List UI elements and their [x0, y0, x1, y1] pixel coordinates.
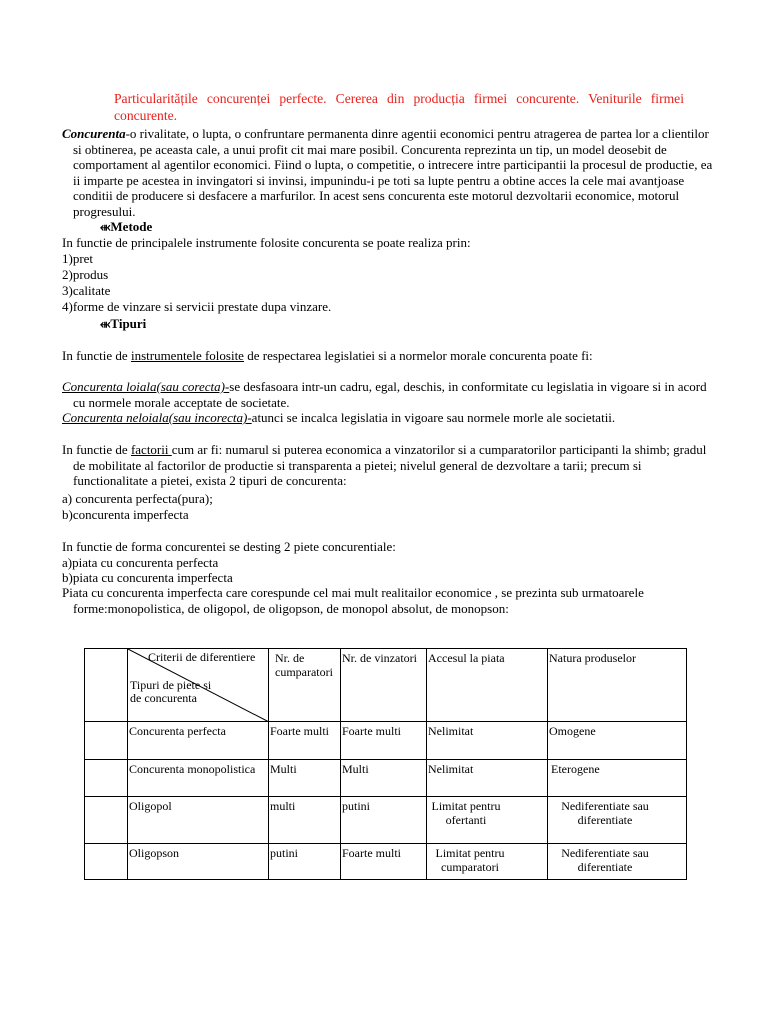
table-cell [85, 649, 128, 722]
forma-closing: Piata cu concurenta imperfecta care corespunde cel mai mult realitailor economice , se prezinta sub urmatoarele forme:monopolistica, de oligopol, de oligopson, de monopol absolut, de monopson: [62, 585, 644, 616]
table-cell: Nediferentiate sau diferentiate [548, 844, 687, 880]
table-corner-cell [128, 649, 269, 722]
intro-term: Concurenta [62, 126, 126, 141]
table-header: Natura produselor [548, 649, 687, 722]
metode-item: 2)produs [62, 267, 109, 282]
table-cell: putini [269, 844, 341, 880]
table-corner-top: Criterii de diferentiere [148, 650, 256, 664]
metode-item: 1)pret [62, 251, 94, 266]
concurenta-loiala: Concurenta loiala(sau corecta)-se desfasoara intr-un cadru, egal, deschis, in conformitate cu legislatia in vigoare si in acord cu normele morale acceptate de societate. [62, 379, 707, 410]
table-cell: Concurenta monopolistica [128, 760, 269, 797]
factori-item: a) concurenta perfecta(pura); [62, 491, 213, 506]
table-cell: Foarte multi [341, 722, 427, 760]
factori-item: b)concurenta imperfecta [62, 507, 189, 522]
tipuri-heading: ⬺Tipuri [100, 316, 147, 331]
intro-paragraph [62, 126, 713, 219]
forma-item: b)piata cu concurenta imperfecta [62, 570, 233, 585]
table-row [85, 844, 687, 880]
table-cell: Nelimitat [427, 760, 548, 797]
table-cell: Oligopson [128, 844, 269, 880]
table-row [85, 797, 687, 844]
table-cell: Foarte multi [341, 844, 427, 880]
table-cell: putini [341, 797, 427, 844]
table-cell: Foarte multi [269, 722, 341, 760]
arrow-left-icon: ⬺ [100, 219, 111, 234]
table-cell: Multi [269, 760, 341, 797]
factori-paragraph: In functie de factorii cum ar fi: numarul si puterea economica a vinzatorilor si a cumparatorilor participanti la shimb; gradul de mobilitate al factorilor de productie si transparenta a pietei; nivelul general de dezvoltare a tarii; precum si functionalitate a pietei, exista 2 tipuri de concurenta: [62, 442, 707, 488]
table-row [85, 760, 687, 797]
table-cell: Limitat pentru ofertanti [427, 797, 548, 844]
forma-item: a)piata cu concurenta perfecta [62, 555, 219, 570]
table-header-row [85, 649, 687, 722]
table-header: Nr. de cumparatori [269, 649, 341, 722]
table-cell: multi [269, 797, 341, 844]
table-cell: Omogene [548, 722, 687, 760]
table-header: Accesul la piata [427, 649, 548, 722]
table-cell: Oligopol [128, 797, 269, 844]
table-cell: Concurenta perfecta [128, 722, 269, 760]
table-row [85, 722, 687, 760]
table-header: Nr. de vinzatori [341, 649, 427, 722]
concurenta-neloiala: Concurenta neloiala(sau incorecta)-atunci se incalca legislatia in vigoare sau normele morle ale societatii. [62, 410, 616, 425]
arrow-left-icon: ⬺ [100, 316, 111, 331]
tipuri-lead: In functie de instrumentele folosite de respectarea legislatiei si a normelor morale concurenta poate fi: [62, 348, 593, 363]
table-cell: Nediferentiate sau diferentiate [548, 797, 687, 844]
metode-heading: ⬺Metode [100, 219, 153, 234]
table-cell: Multi [341, 760, 427, 797]
forma-lead: In functie de forma concurentei se desting 2 piete concurentiale: [62, 539, 396, 554]
intro-text: -o rivalitate, o lupta, o confruntare permanenta dinre agentii economici pentru atragerea de partea lor a clientilor si obtinerea, pe aceasta cale, a unui profit cit mai mare posibil. Concurenta reprezinta un tip, un model deosebit de comportament al agentilor economici. Fiind o lupta, o competitie, o intrecere intre participantii la procesul de productie, ea ii imparte pe acestea in invingatori si invinsi, impunindu-i pe toti sa lupte pentru a obtine acces la cele mai avantjoase conditii de producere si desfacere a marfurilor. In acest sens concurenta este motorul dezvoltarii economice, motorul progresului. [73, 126, 713, 219]
tipuri-link: instrumentele folosite [130, 348, 244, 363]
table-cell: Limitat pentru cumparatori [427, 844, 548, 880]
table-cell: Eterogene [548, 760, 687, 797]
market-types-table [84, 648, 687, 880]
metode-lead: In functie de principalele instrumente folosite concurenta se poate realiza prin: [62, 235, 471, 250]
table-corner-bottom: Tipuri de piete si de concurenta [130, 678, 212, 705]
metode-item: 4)forme de vinzare si servicii prestate dupa vinzare. [62, 299, 332, 314]
page-title: Particularitățile concurenței perfecte. Cererea din producția firmei concurente. Veniturile firmei concurente. [114, 91, 684, 123]
table-cell: Nelimitat [427, 722, 548, 760]
metode-item: 3)calitate [62, 283, 111, 298]
